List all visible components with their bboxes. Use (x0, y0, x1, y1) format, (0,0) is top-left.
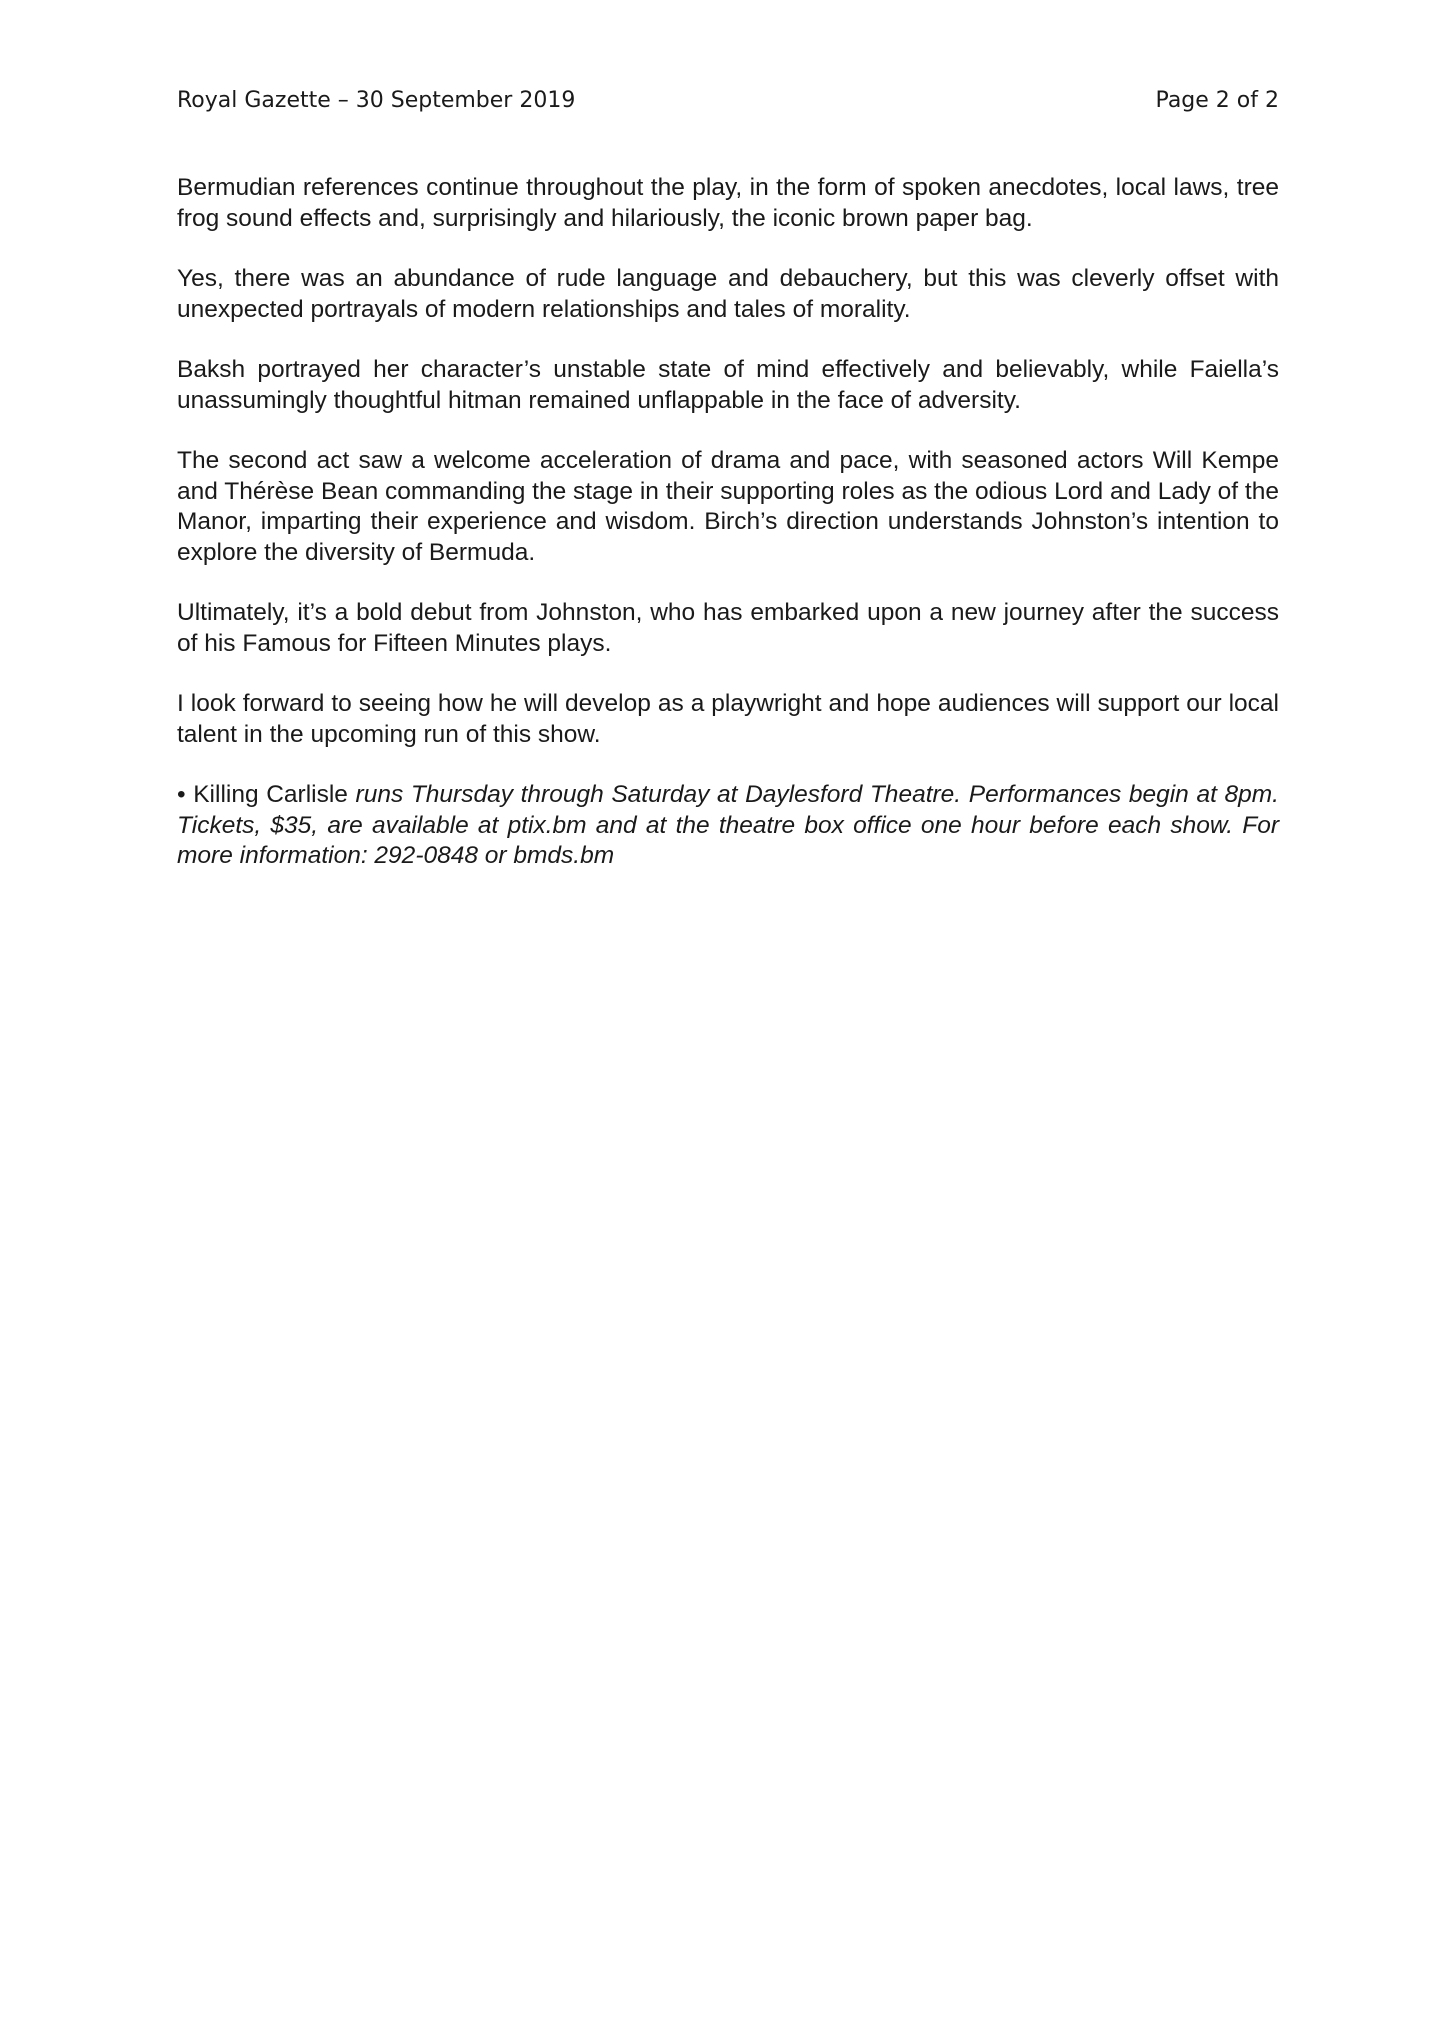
header-page-number: Page 2 of 2 (1155, 88, 1279, 113)
paragraph: The second act saw a welcome acceleration of drama and pace, with seasoned actors Will Kempe and Thérèse Bean commanding the stage in their supporting roles as the odious Lord and Lady of the Manor, imparting their experience and wisdom. Birch’s direction understands Johnston’s intention to explore the diversity of Bermuda. (177, 447, 1279, 566)
paragraph: I look forward to seeing how he will develop as a playwright and hope audiences will support our local talent in the upcoming run of this show. (177, 690, 1279, 748)
paragraph: Baksh portrayed her character’s unstable state of mind effectively and believably, while Faiella’s unassumingly thoughtful hitman remained unflappable in the face of adversity. (177, 356, 1279, 414)
paragraph: Bermudian references continue throughout the play, in the form of spoken anecdotes, local laws, tree frog sound effects and, surprisingly and hilariously, the iconic brown paper bag. (177, 174, 1279, 232)
article-body (177, 173, 1279, 902)
paragraph: Ultimately, it’s a bold debut from Johnston, who has embarked upon a new journey after the success of his Famous for Fifteen Minutes plays. (177, 599, 1279, 657)
header-publication-date: Royal Gazette – 30 September 2019 (177, 88, 576, 113)
paragraph: Yes, there was an abundance of rude language and debauchery, but this was cleverly offset with unexpected portrayals of modern relationships and tales of morality. (177, 265, 1279, 323)
show-details: runs Thursday through Saturday at Daylesford Theatre. Performances begin at 8pm. Tickets, $35, are available at ptix.bm and at the theatre box office one hour before each show. For more information: 292-0848 or bmds.bm (177, 781, 1279, 869)
show-title: • Killing Carlisle (177, 781, 348, 808)
show-info-note (177, 780, 1279, 872)
page-header (177, 88, 1279, 113)
